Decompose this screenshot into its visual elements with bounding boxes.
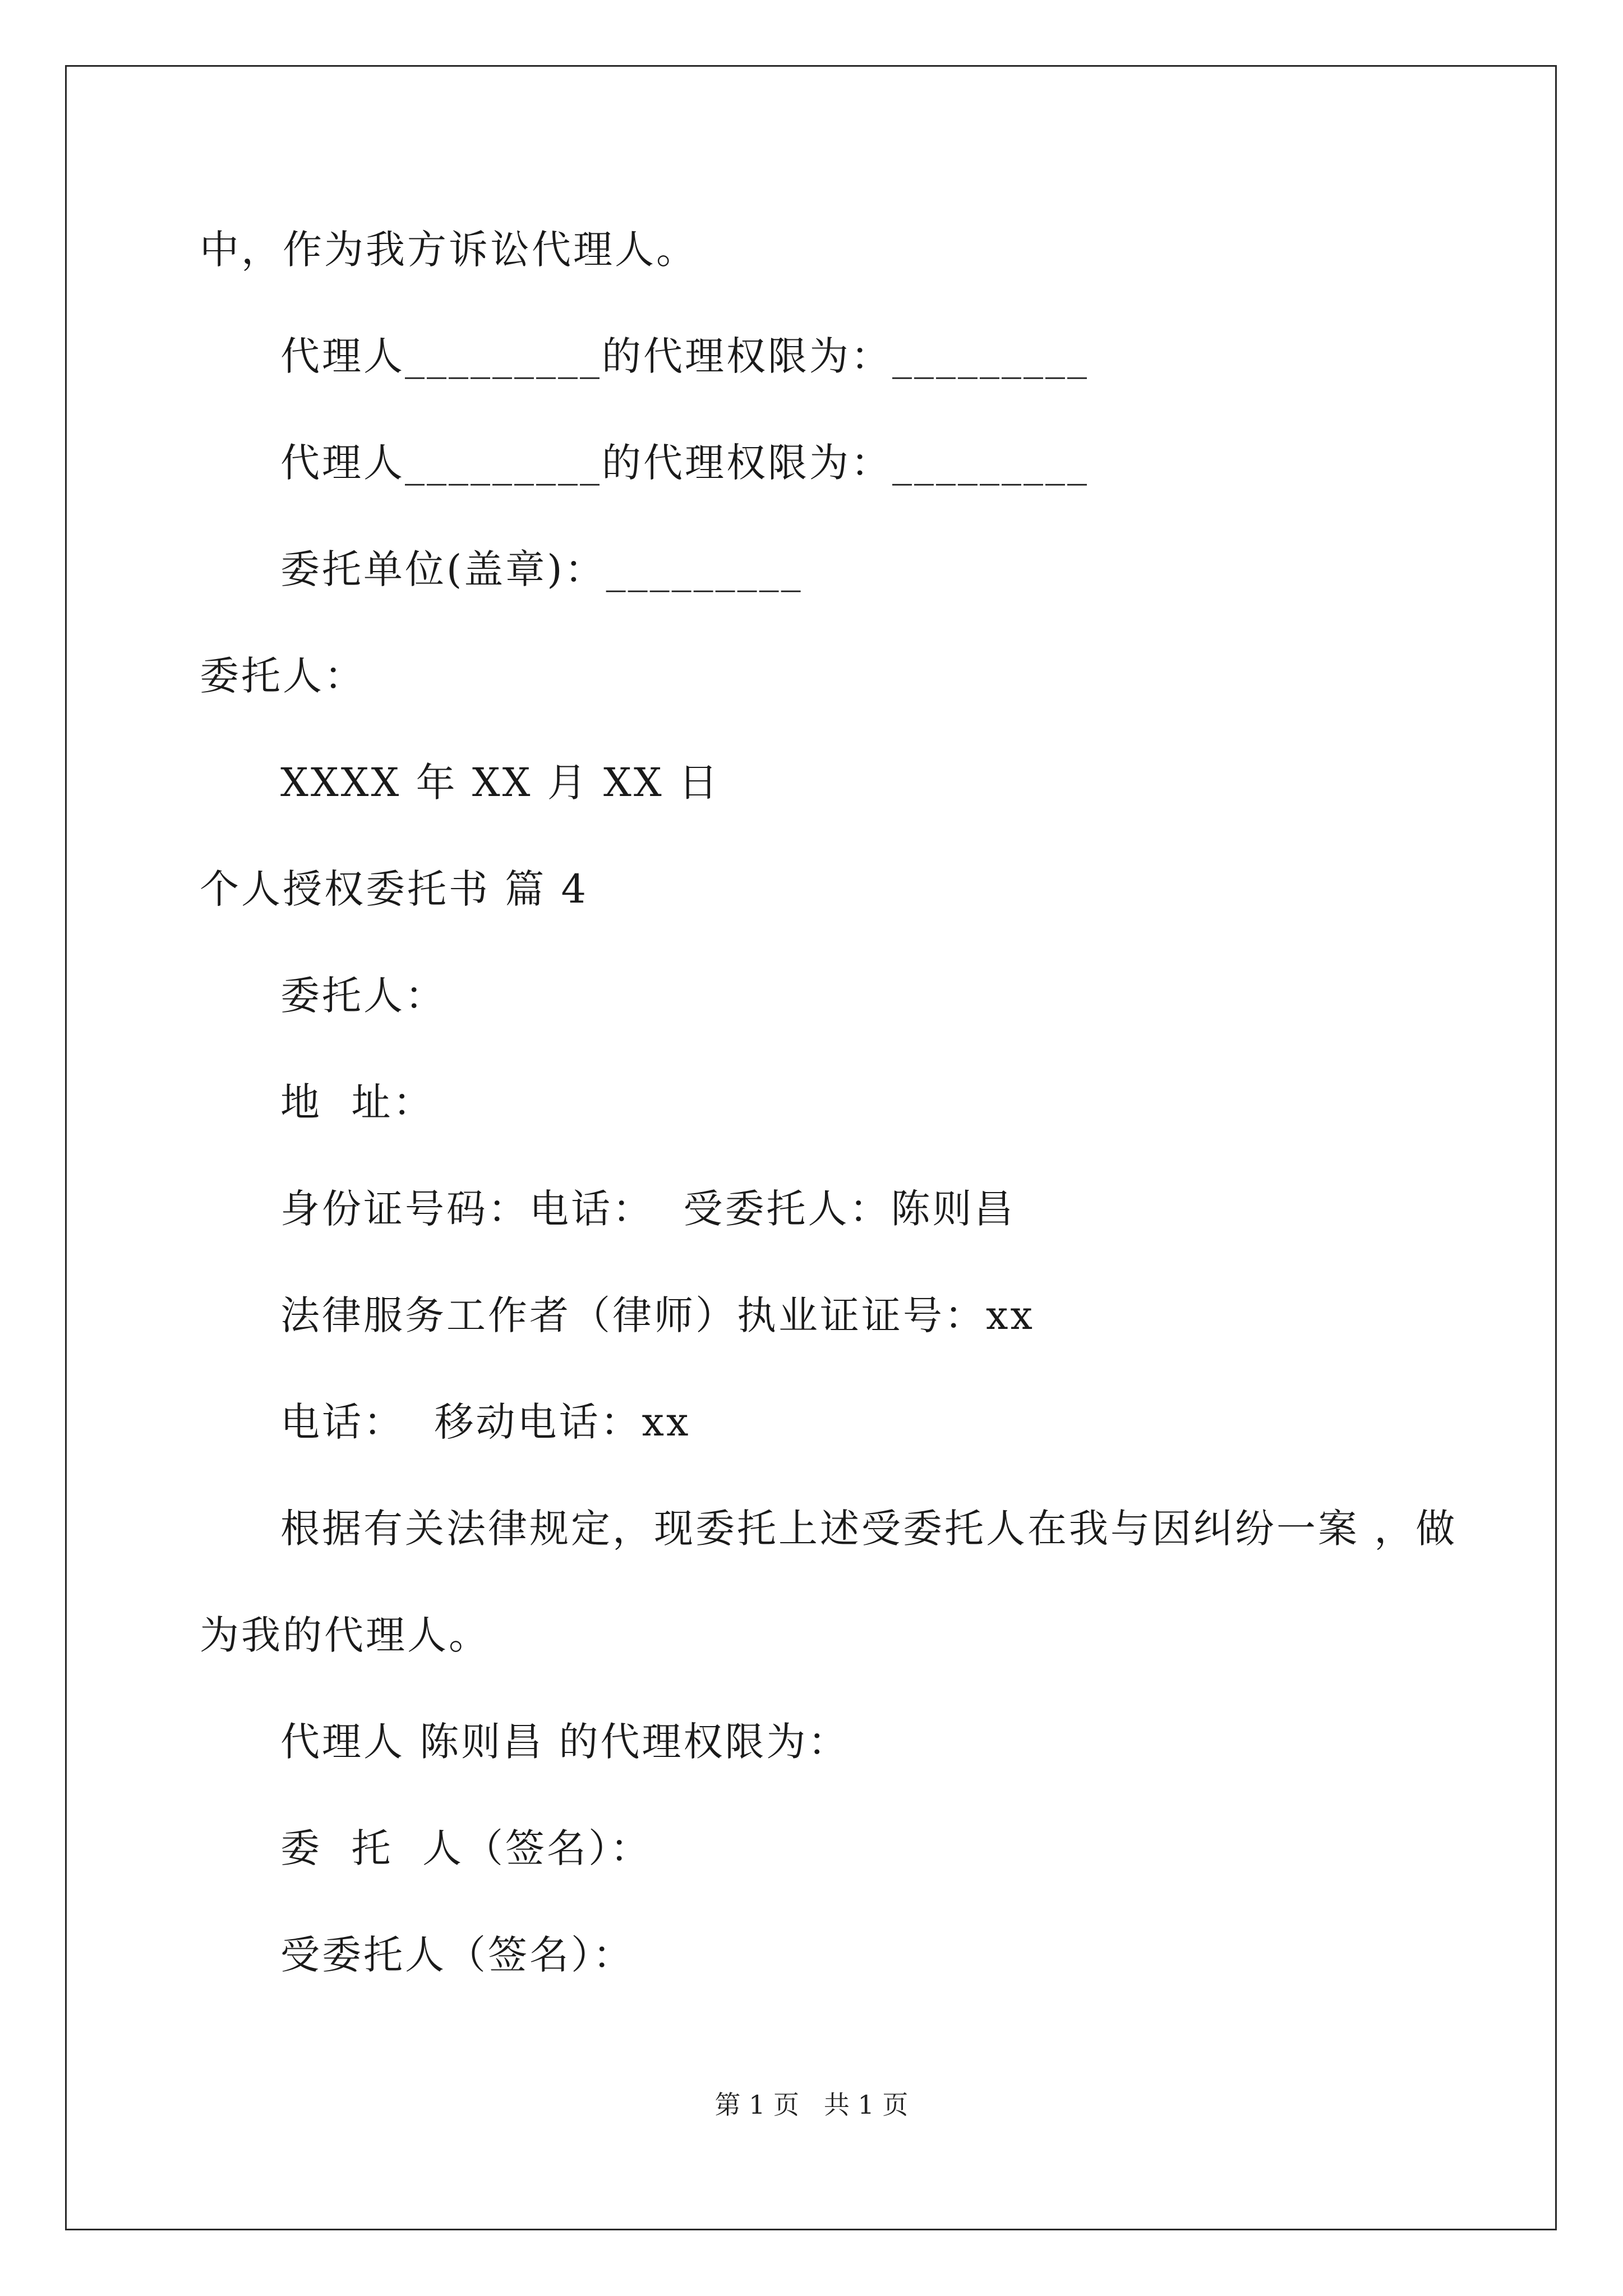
text-line-license-number: 法律服务工作者（律师）执业证证号：xx (280, 1292, 1035, 1338)
text-line-agent-authority-3: 代理人 陈则昌 的代理权限为： (280, 1719, 850, 1765)
text-line-date: XXXX 年 XX 月 XX 日 (280, 760, 720, 806)
text-line-principal-2: 委托人： (280, 973, 446, 1019)
text-line-agent-signature: 受委托人（签名）： (280, 1932, 634, 1978)
text-line-principal-signature: 委 托 人（签名）： (280, 1825, 652, 1871)
text-line-authorization-statement: 根据有关法律规定，现委托上述受委托人在我与因纠纷一案 ，做 (280, 1506, 1458, 1552)
text-line-address: 地 址： (280, 1079, 435, 1125)
text-line-id-phone-agent: 身份证号码：电话： 受委托人：陈则昌 (280, 1186, 1016, 1232)
text-line-agent-authority-1: 代理人_________的代理权限为：_________ (280, 333, 1089, 379)
text-line-entrusting-unit: 委托单位(盖章)：_________ (280, 546, 803, 592)
text-line-principal: 委托人： (200, 653, 366, 699)
text-line-agent-authority-2: 代理人_________的代理权限为：_________ (280, 440, 1089, 486)
text-line-authorization-continuation: 为我的代理人。 (200, 1612, 490, 1658)
page-border (65, 65, 1557, 2230)
text-line-phone: 电话： 移动电话：xx (280, 1399, 691, 1445)
page-footer: 第 1 页 共 1 页 (714, 2090, 909, 2120)
section-heading: 个人授权委托书 篇 4 (200, 866, 589, 912)
text-line-continuation: 中，作为我方诉讼代理人。 (200, 227, 698, 273)
